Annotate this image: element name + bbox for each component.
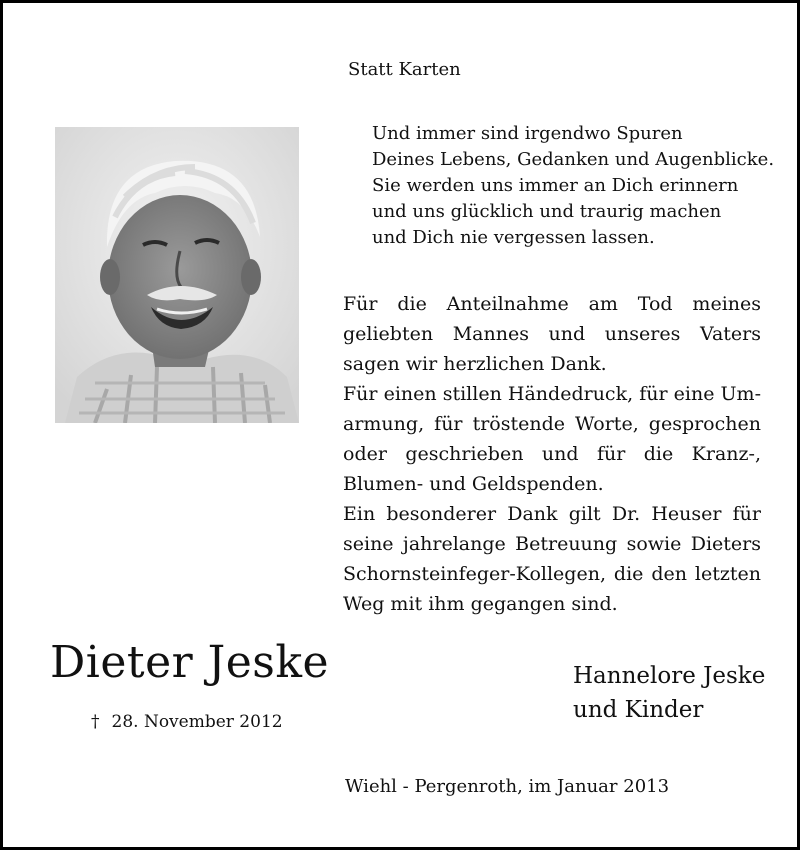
poem-line: und uns glücklich und traurig machen: [372, 201, 722, 222]
poem-line: Und immer sind irgendwo Spuren: [372, 123, 683, 144]
signer-line: Hannelore Jeske: [573, 663, 766, 689]
thanks-paragraph: Für einen stillen Händedruck, für eine Umarmung, für tröstende Worte, gesprochen oder geschrieben und für die Kranz-, Blumen- und Geldspenden.: [343, 383, 761, 495]
signer-line: und Kinder: [573, 697, 704, 723]
death-date-line: [91, 711, 283, 733]
place-date: Wiehl - Pergenroth, im Januar 2013: [345, 776, 670, 797]
poem-line: und Dich nie vergessen lassen.: [372, 227, 655, 248]
thanks-paragraph: Ein besonderer Dank gilt Dr. Heuser für seine jahrelange Betreuung sowie Dieters Schornsteinfeger-Kollegen, die den letzten Weg mit ihm gegangen sind.: [343, 503, 761, 615]
thanks-paragraph: Für die Anteilnahme am Tod meines geliebten Mannes und unseres Vaters sagen wir herzlichen Dank.: [343, 293, 761, 375]
poem-line: Sie werden uns immer an Dich erinnern: [372, 175, 739, 196]
portrait-photo: [55, 127, 299, 423]
cross-icon: †: [91, 712, 100, 732]
deceased-name: Dieter Jeske: [50, 637, 330, 688]
signers: [573, 659, 765, 727]
thanks-text: [343, 289, 761, 619]
intro-text: Statt Karten: [348, 59, 461, 80]
poem: [372, 121, 792, 251]
death-date: 28. November 2012: [111, 712, 283, 732]
portrait-image: [55, 127, 299, 423]
poem-line: Deines Lebens, Gedanken und Augenblicke.: [372, 149, 775, 170]
